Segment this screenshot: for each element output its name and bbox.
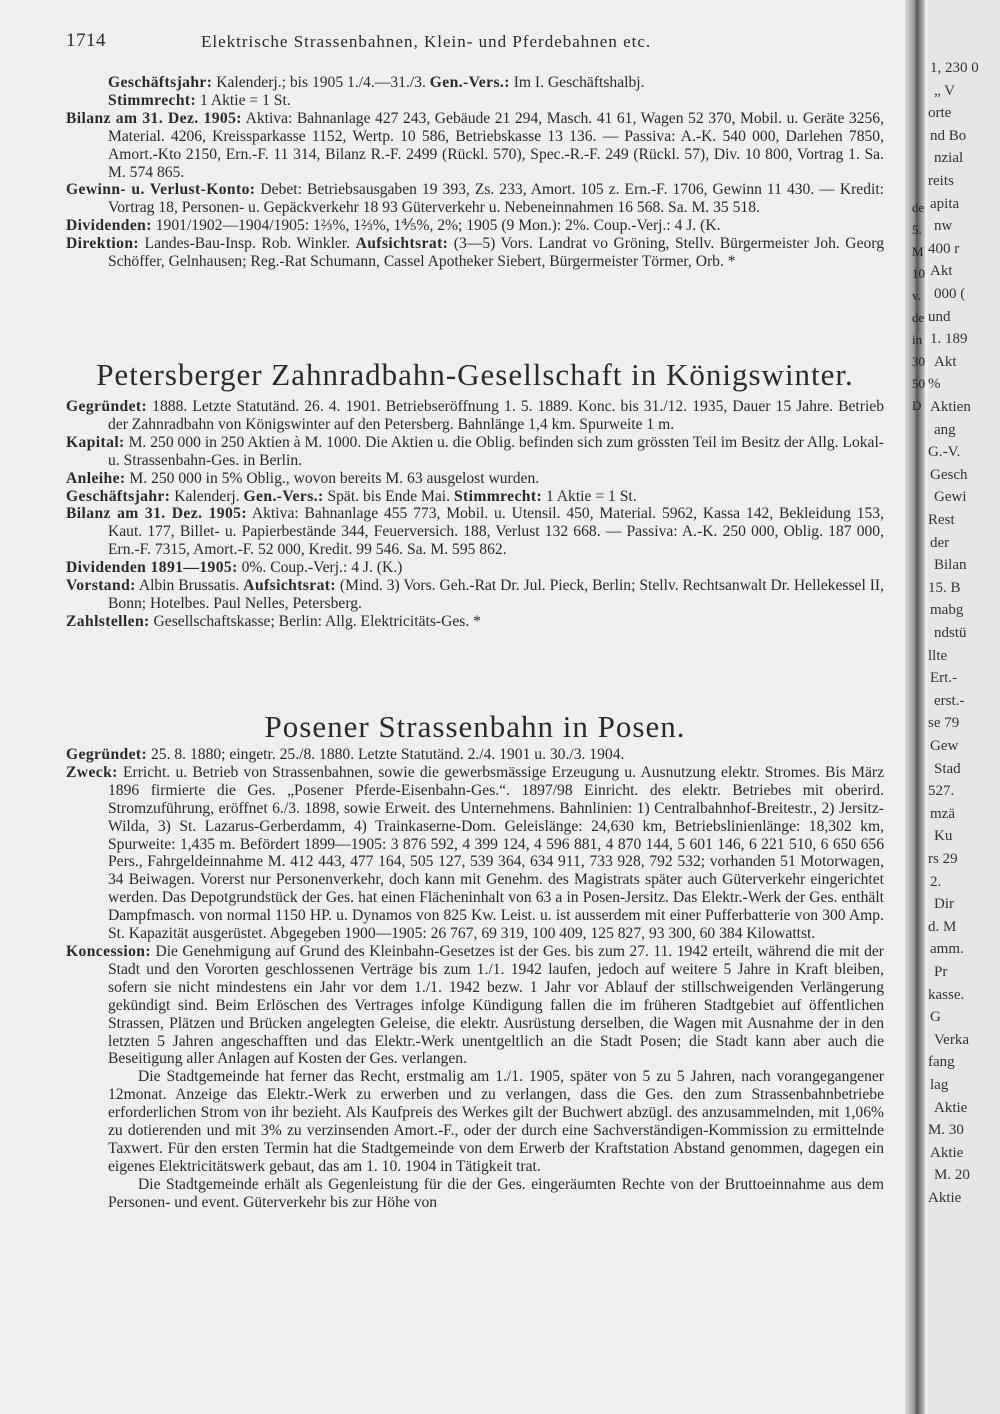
entry-geschaeftsjahr: Geschäftsjahr: Kalenderj. Gen.-Vers.: Spät. bis Ende Mai. Stimmrecht: 1 Aktie = 1 St. [66, 487, 637, 505]
page-header [66, 30, 906, 58]
adjacent-page-fragment: mzä [930, 805, 955, 822]
adjacent-page-fragment: nd Bo [930, 127, 967, 144]
company2-title: Petersberger Zahnradbahn-Gesellschaft in Königswinter. [96, 357, 854, 392]
company3-body [66, 746, 884, 1212]
adjacent-page-fragment: Gew [930, 738, 959, 754]
adjacent-page-fragment: und [928, 308, 951, 325]
page-number: 1714 [66, 30, 106, 51]
gutter-margin-mark: v. [912, 288, 921, 303]
adjacent-page-fragment: Aktie [934, 1099, 968, 1116]
adjacent-page-fragment: Aktie [928, 1190, 962, 1206]
entry-gegruendet: Gegründet: 25. 8. 1880; eingetr. 25./8. 1880. Letzte Statutänd. 2./4. 1901 u. 30./3. 1904. [66, 746, 625, 763]
gutter-margin-mark: de [912, 200, 925, 215]
entry-anleihe: Anleihe: M. 250 000 in 5% Oblig., wovon bereits M. 63 ausgelost wurden. [66, 469, 540, 487]
company1-continuation [66, 74, 884, 271]
adjacent-page-fragment: Dir [934, 896, 954, 913]
adjacent-page-fragment: Stad [934, 760, 961, 777]
adjacent-page-fragment: 527. [928, 783, 955, 800]
adjacent-page-fragment: Aktie [930, 1144, 964, 1161]
adjacent-page-fragment: Ert.- [930, 670, 958, 687]
adjacent-page-fragment: fang [928, 1054, 955, 1071]
adjacent-page-fragment: kasse. [928, 986, 965, 1003]
adjacent-page-fragment: apita [930, 195, 960, 212]
adjacent-page-fragment: rs 29 [928, 851, 958, 867]
gutter-margin-mark: 30 [912, 354, 925, 369]
gutter-margin-mark: M [912, 244, 924, 259]
entry-zweck: Zweck: Erricht. u. Betrieb von Strassenbahnen, sowie die gewerbsmässige Erzeugung u. Ausnutzung elektr. Stromes. Bis März 1896 firmierte die Ges. „Posener Pferde-Eisenbahn-Ges.“. 1897/98 Einricht. des elektr. Betriebes mit oberird. Stromzuführung, eröffnet 6./3. 1898, sowie Erweit. des Unternehmens. Bahnlinien: 1) Centralbahnhof-Breitestr., 2) Jersitz-Wilda, 3) St. Lazarus-Gerberdamm, 4) Trainkaserne-Dom. Geleislänge: 24,630 km, Betriebslinienlänge: 18,302 km, Spurweite: 1,435 m. Befördert 1899—1905: 3 876 592, 4 399 124, 4 596 881, 4 870 144, 5 601 146, 6 221 510, 6 650 656 Pers., Fahrgeldeinnahme M. 412 443, 477 164, 505 127, 539 364, 634 911, 733 928, 792 532; vorhanden 51 Motorwagen, 34 Beiwagen. Vorerst nur Personenverkehr, doch kann mit Genehm. des Magistrats später auch Güterverkehr eingerichtet werden. Das Depotgrundstück der Ges. hat einen Flächeninhalt von 63 a in Posen-Jersitz. Das Elektr.-Werk der Ges. enthält Dampfmasch. von normal 1150 HP. u. Dynamos von 825 Kw. Leist. u. ist ausserdem mit einer Pufferbatterie von 300 Amp. St. Kapazität ausgerüstet. Abgegeben 1900—1905: 26 767, 69 319, 100 409, 125 827, 93 300, 60 384 Kilowattst. [66, 763, 884, 943]
adjacent-page-fragment: Bilan [934, 557, 967, 574]
adjacent-page-fragment: ang [934, 421, 956, 438]
entry-kapital: Kapital: M. 250 000 in 250 Aktien à M. 1000. Die Aktien u. die Oblig. befinden sich zum grössten Teil im Besitz der Allg. Lokal- u. Strassenbahn-Ges. in Berlin. [66, 433, 884, 469]
company3-title: Posener Strassenbahn in Posen. [264, 709, 686, 744]
paragraph-erwerbsrecht: Die Stadtgemeinde hat ferner das Recht, erstmalig am 1./1. 1905, später von 5 zu 5 Jahren, nach vorangegangener 12monat. Anzeige das Elektr.-Werk zu erwerben und zu verlangen, dass die Ges. den zum Strassenbahnbetriebe erforderlichen Strom von ihr bezieht. Als Kaufpreis des Werkes gilt der Buchwert abzügl. des anzusammelnden, mit 1,06% zu dotierenden und mit 3% zu verzinsenden Amort.-F., oder der durch eine Sachverständigen-Kommission zu ermittelnde Taxwert. Für den ersten Termin hat die Stadtgemeinde von dem Erwerb der Kraftstation Abstand genommen, dagegen ein eigenes Elektricitätswerk gebaut, das am 1. 10. 1904 in Tätigkeit trat. [108, 1068, 884, 1175]
entry-vorstand: Vorstand: Albin Brussatis. Aufsichtsrat: (Mind. 3) Vors. Geh.-Rat Dr. Jul. Pieck, Berlin; Stellv. Rechtsanwalt Dr. Hellekessel II, Bonn; Hotelbes. Paul Nelles, Petersberg. [66, 577, 885, 612]
adjacent-page-fragment: Gesch [930, 466, 968, 483]
adjacent-page-fragment: 1, 230 0 [930, 60, 979, 76]
adjacent-page-fragment: Pr [934, 964, 948, 980]
gutter-margin-mark: de [912, 310, 925, 325]
adjacent-page-fragment: M. 20 [934, 1167, 970, 1184]
adjacent-page-fragment: Gewi [934, 489, 967, 506]
paragraph-gegenleistung: Die Stadtgemeinde erhält als Gegenleistung für die der Ges. eingeräumten Rechte von der Bruttoeinnahme aus dem Personen- und event. Güterverkehr bis zur Höhe von [108, 1175, 884, 1211]
adjacent-page-fragment: G [930, 1009, 941, 1026]
entry-geschaeftsjahr: Geschäftsjahr: Kalenderj.; bis 1905 1./4.—31./3. Gen.-Vers.: Im I. Geschäftshalbj. [108, 74, 645, 91]
adjacent-page-fragment: amm. [930, 941, 964, 958]
adjacent-page-fragment: 000 ( [934, 286, 966, 302]
adjacent-page-fragment: llte [928, 647, 948, 664]
company2-body [66, 398, 884, 631]
adjacent-page-fragment: orte [928, 105, 952, 122]
adjacent-page-fragment: d. M [928, 918, 957, 935]
entry-gewinn-verlust: Gewinn- u. Verlust-Konto: Debet: Betriebsausgaben 19 393, Zs. 233, Amort. 105 z. Ern.-F. 1706, Gewinn 11 430. — Kredit: Vortrag 18, Personen- u. Gepäckverkehr 18 93 Güterverkehr u. Nebeneinnahmen 16 568. Sa. M. 35 518. [66, 181, 884, 217]
adjacent-page-fragment: nw [934, 218, 953, 235]
running-title: Elektrische Strassenbahnen, Klein- und Pferdebahnen etc. [201, 32, 652, 51]
gutter-margin-mark: 50 [912, 376, 925, 391]
adjacent-page-fragment: % [928, 376, 941, 393]
adjacent-page-strip [928, 0, 1000, 1414]
entry-gegruendet: Gegründet: 1888. Letzte Statutänd. 26. 4. 1901. Betriebseröffnung 1. 5. 1889. Konc. bis 31./12. 1935, Dauer 15 Jahre. Betrieb der Zahnradbahn von Königswinter auf den Petersberg. Bahnlänge 1,4 km. Spurweite 1 m. [66, 398, 884, 433]
adjacent-page-fragment: lag [930, 1077, 949, 1093]
adjacent-page-fragment: mabg [930, 602, 964, 619]
entry-koncession: Koncession: Die Genehmigung auf Grund des Kleinbahn-Gesetzes ist der Ges. bis zum 27. 11. 1942 erteilt, während die mit der Stadt und den Vororten geschlossenen Verträge bis zum 1./1. 1942 laufen, jedoch auf weitere 5 Jahre in Kraft bleiben, sofern sie nicht mindestens ein Jahr vor dem 1./1. 1942 bezw. 1 Jahr vor Ablauf der stillschweigenden Verlängerung gekündigt sind. Beim Erlöschen des Vertrages infolge Kündigung fallen die im früheren Stadtgebiet auf öffentlichen Strassen, Plätzen und Brücken angelegten Geleise, die elektr. Ausrüstung derselben, die Wagen mit Ausnahme der in den letzten 5 Jahren angeschafften und das Elektr.-Werk unentgeltlich an die Stadt Posen; die Stadt kann aber auch die Beseitigung aller Anlagen auf Kosten der Ges. verlangen. [66, 942, 884, 1068]
adjacent-page-fragment: der [930, 534, 950, 551]
adjacent-page-fragment: Ku [934, 828, 953, 845]
entry-stimmrecht: Stimmrecht: 1 Aktie = 1 St. [108, 91, 291, 109]
entry-bilanz: Bilanz am 31. Dez. 1905: Aktiva: Bahnanlage 455 773, Mobil. u. Utensil. 450, Material. 5962, Kassa 142, Bekleidung 153, Kaut. 177, Billet- u. Papierbestände 344, Feuerversich. 188, Verlust 132 668. — Passiva: A.-K. 250 000, Oblig. 187 000, Ern.-F. 7315, Amort.-F. 52 000, Kredit. 99 546. Sa. M. 595 862. [66, 505, 884, 559]
gutter-margin-mark: 10 [912, 266, 925, 281]
adjacent-page-fragment: „ V [934, 82, 955, 99]
adjacent-page-fragment: Verka [934, 1031, 969, 1048]
adjacent-page-fragment: 1. 189 [930, 331, 968, 348]
adjacent-page-fragment: 400 r [928, 240, 960, 257]
adjacent-page-fragment: Akt [934, 353, 957, 370]
adjacent-page-fragment: nzial [934, 150, 964, 167]
entry-bilanz: Bilanz am 31. Dez. 1905: Aktiva: Bahnanlage 427 243, Gebäude 21 294, Masch. 41 61, Wagen 52 370, Mobil. u. Geräte 3256, Material. 4206, Kreissparkasse 1152, Wertp. 10 586, Betriebskasse 13 136. — Passiva: A.-K. 540 000, Darlehen 7850, Amort.-Kto 2150, Ern.-F. 11 314, Bilanz R.-F. 2499 (Rückl. 570), Spec.-R.-F. 249 (Rückl. 57), Div. 10 800, Vortrag 1. Sa. M. 574 865. [66, 109, 884, 181]
adjacent-page-fragment: Akt [930, 263, 953, 280]
adjacent-page-fragment: Rest [928, 512, 955, 528]
adjacent-page-fragment: M. 30 [928, 1122, 964, 1139]
adjacent-page-fragment: 2. [930, 873, 942, 890]
adjacent-page-fragment: G.-V. [928, 444, 961, 461]
adjacent-page-fragment: erst.- [934, 692, 965, 709]
adjacent-page-fragment: ndstü [934, 625, 967, 641]
adjacent-page-fragment: 15. B [928, 579, 961, 596]
entry-dividenden: Dividenden: 1901/1902—1904/1905: 1⅔%, 1⅔%, 1⅘%, 2%; 1905 (9 Mon.): 2%. Coup.-Verj.: 4 J. (K. [66, 217, 721, 235]
gutter-margin-mark: D [912, 398, 922, 413]
entry-direktion: Direktion: Landes-Bau-Insp. Rob. Winkler. Aufsichtsrat: (3—5) Vors. Landrat vo Gröning, Stellv. Bürgermeister Joh. Georg Schöffer, Gelnhausen; Reg.-Rat Schumann, Cassel Apotheker Siebert, Bürgermeister Törmer, Orb. * [66, 235, 884, 271]
adjacent-page-fragment: se 79 [928, 715, 960, 732]
entry-zahlstellen: Zahlstellen: Gesellschaftskasse; Berlin: Allg. Elektricitäts-Ges. * [66, 612, 481, 630]
adjacent-page-fragment: reits [928, 173, 954, 189]
entry-dividenden: Dividenden 1891—1905: 0%. Coup.-Verj.: 4 J. (K.) [66, 559, 403, 577]
adjacent-page-fragment: Aktien [930, 399, 971, 415]
gutter-margin-mark: in [912, 332, 923, 347]
gutter-margin-mark: 5. [912, 222, 922, 237]
